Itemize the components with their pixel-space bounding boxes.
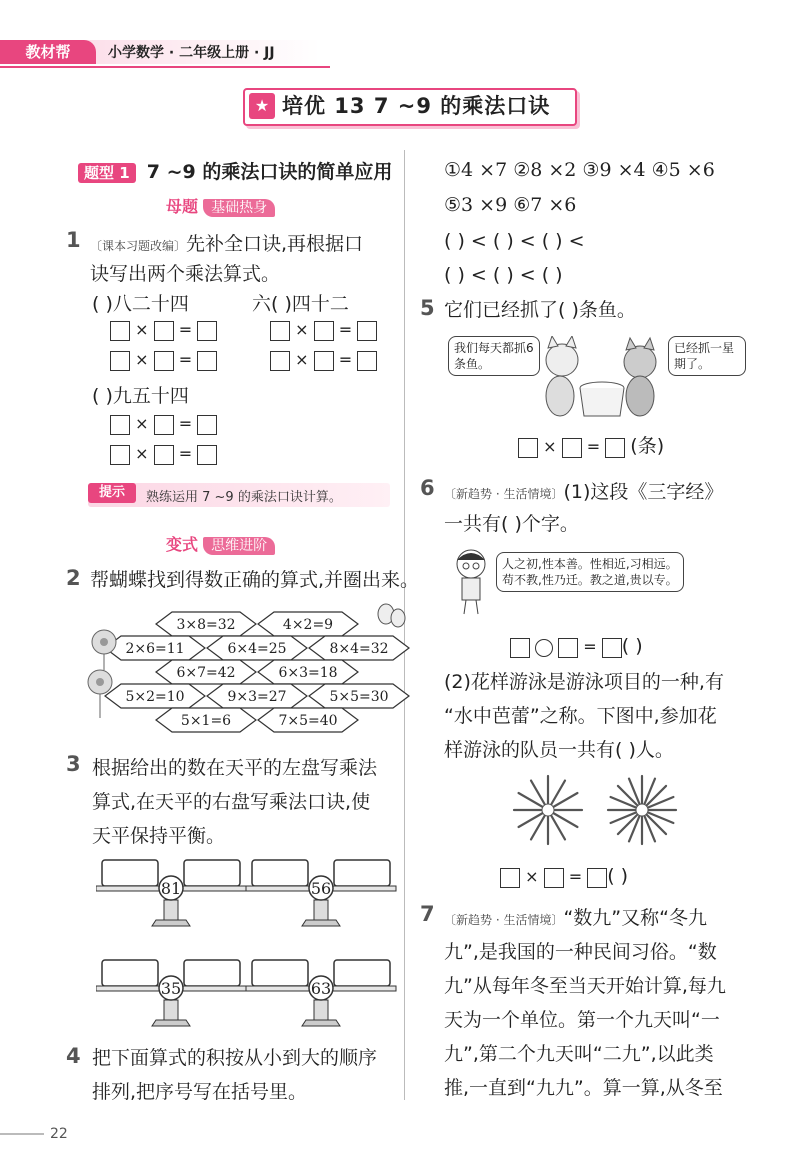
cats-illustration	[530, 336, 670, 420]
balance-scale	[96, 860, 246, 926]
q6-p2b: “水中芭蕾”之称。下图中,参加花	[444, 705, 717, 727]
answer-box[interactable]	[602, 638, 622, 658]
q7-number: 7	[420, 902, 435, 926]
mother-label: 母题	[166, 197, 199, 216]
q1-line1	[90, 232, 363, 257]
q4-row2: ⑤3 ×9 ⑥7 ×6	[444, 194, 577, 216]
q4-row4: ( ) < ( ) < ( )	[444, 264, 563, 286]
q1-eq4: × =	[270, 350, 377, 371]
q4-line1: 把下面算式的积按从小到大的顺序	[92, 1047, 378, 1069]
hex-expression: 7×5=40	[278, 713, 338, 729]
q7-line4: 天为一个单位。第一个九天叫“一	[444, 1009, 720, 1031]
page-rule	[0, 1133, 44, 1135]
mother-pill: 基础热身	[203, 199, 275, 217]
answer-box[interactable]	[154, 415, 174, 435]
hex-expression: 6×3=18	[278, 665, 338, 681]
section-header	[78, 160, 392, 184]
answer-box[interactable]	[562, 438, 582, 458]
answer-box[interactable]	[587, 868, 607, 888]
star-icon: ★	[249, 93, 275, 119]
brand-tab: 教材帮	[0, 40, 96, 64]
q6-line1	[444, 480, 723, 504]
answer-box[interactable]	[154, 445, 174, 465]
balance-scale	[246, 960, 396, 1026]
hex-expression: 8×4=32	[329, 641, 389, 657]
q6-p1a: (1)这段《三字经》	[563, 481, 724, 503]
right-pan[interactable]	[184, 860, 240, 886]
q6-p2a: (2)花样游泳是游泳项目的一种,有	[444, 671, 724, 693]
q1-eq6: × =	[110, 444, 217, 465]
scale-value: 81	[160, 879, 182, 898]
q1-eq2: × =	[110, 350, 217, 371]
answer-box[interactable]	[270, 321, 290, 341]
right-pan[interactable]	[334, 860, 390, 886]
answer-box[interactable]	[558, 638, 578, 658]
q4-number: 4	[66, 1044, 81, 1068]
scale-base	[152, 920, 190, 926]
q3-number: 3	[66, 752, 81, 776]
q6-equation2: × = ( )	[500, 864, 628, 888]
balance-scales	[96, 856, 406, 1032]
header-subtitle: 小学数学 · 二年级上册 · JJ	[108, 45, 275, 61]
q6-p2c: 样游泳的队员一共有( )人。	[444, 739, 674, 761]
scale-value: 56	[310, 879, 332, 898]
balance-scale	[246, 860, 396, 926]
section-title: 7 ~9 的乘法口诀的简单应用	[146, 161, 393, 183]
balance-scale	[96, 960, 246, 1026]
mother-header	[166, 194, 275, 217]
right-pan[interactable]	[184, 960, 240, 986]
q7-line5: 九”,第二个九天叫“二九”,以此类	[444, 1043, 714, 1065]
q1-text1: 先补全口诀,再根据口	[186, 233, 364, 255]
q1-c-label: ( )九五十四	[92, 385, 189, 407]
page-number: 22	[50, 1126, 68, 1142]
q7-line3: 九”从每年冬至当天开始计算,每九	[444, 975, 726, 997]
q6-p1b: 一共有( )个字。	[444, 513, 579, 535]
hex-expression: 6×4=25	[227, 641, 287, 657]
hex-expression: 5×1=6	[180, 713, 232, 729]
cat-icon	[546, 336, 578, 416]
swimmers-illustration	[500, 770, 680, 850]
answer-box[interactable]	[314, 321, 334, 341]
hex-expression: 5×2=10	[125, 689, 185, 705]
q5-text: 它们已经抓了( )条鱼。	[444, 299, 636, 321]
hex-expression: 3×8=32	[176, 617, 236, 633]
scale-post	[164, 1000, 178, 1020]
q1-eq1: × =	[110, 320, 217, 341]
variant-pill: 思维进阶	[203, 537, 275, 555]
answer-box[interactable]	[518, 438, 538, 458]
q7-line1	[444, 906, 707, 930]
flower-icon	[92, 630, 116, 670]
poem-line-2: 苟不教,性乃迁。教之道,贵以专。	[502, 573, 678, 587]
scale-base	[152, 1020, 190, 1026]
q5-equation: × = (条)	[518, 434, 664, 458]
variant-label: 变式	[166, 535, 199, 554]
q1-number: 1	[66, 228, 81, 252]
left-pan[interactable]	[252, 960, 308, 986]
answer-box[interactable]	[110, 321, 130, 341]
hex-expression: 4×2=9	[282, 617, 334, 633]
q6-source: 〔新趋势 · 生活情境〕	[444, 487, 564, 501]
left-pan[interactable]	[252, 860, 308, 886]
butterfly-icon	[378, 604, 405, 627]
answer-box[interactable]	[314, 351, 334, 371]
answer-box[interactable]	[510, 638, 530, 658]
scale-value: 35	[160, 979, 182, 998]
q1-a-label: ( )八二十四	[92, 293, 189, 315]
answer-box[interactable]	[154, 351, 174, 371]
poem-bubble	[496, 552, 684, 592]
answer-box[interactable]	[197, 321, 217, 341]
child-icon	[448, 546, 494, 616]
q2-text: 帮蝴蝶找到得数正确的算式,并圈出来。	[90, 569, 420, 591]
header-line	[0, 66, 330, 68]
answer-box[interactable]	[110, 351, 130, 371]
answer-box[interactable]	[357, 351, 377, 371]
scale-value: 63	[310, 979, 332, 998]
q7-line6: 推,一直到“九九”。算一算,从冬至	[444, 1077, 723, 1099]
tip-tag: 提示	[88, 483, 136, 503]
scale-base	[302, 920, 340, 926]
q2-number: 2	[66, 566, 81, 590]
q7-text1: “数九”又称“冬九	[563, 907, 707, 929]
q1-eq5: × =	[110, 414, 217, 435]
section-tag: 题型 1	[78, 163, 136, 183]
answer-box[interactable]	[110, 445, 130, 465]
unit-paren[interactable]: ( )	[621, 635, 643, 657]
q7-source: 〔新趋势 · 生活情境〕	[444, 913, 564, 927]
swimmer-formation-icon	[514, 776, 582, 844]
q7-line2: 九”,是我国的一种民间习俗。“数	[444, 941, 717, 963]
answer-box[interactable]	[154, 321, 174, 341]
hexagon-grid	[80, 600, 410, 740]
left-pan[interactable]	[102, 860, 158, 886]
speech-bubble-1: 我们每天都抓6条鱼。	[448, 336, 540, 376]
answer-box[interactable]	[197, 445, 217, 465]
q1-line2: 诀写出两个乘法算式。	[90, 263, 281, 285]
q1-b-label: 六( )四十二	[252, 293, 349, 315]
answer-box[interactable]	[197, 351, 217, 371]
tip-text: 熟练运用 7 ~9 的乘法口诀计算。	[146, 490, 342, 505]
q5-number: 5	[420, 296, 435, 320]
scale-post	[164, 900, 178, 920]
answer-box[interactable]	[500, 868, 520, 888]
answer-box[interactable]	[110, 415, 130, 435]
q3-line3: 天平保持平衡。	[92, 825, 226, 847]
answer-box[interactable]	[270, 351, 290, 371]
scale-base	[302, 1020, 340, 1026]
right-pan[interactable]	[334, 960, 390, 986]
q3-line2: 算式,在天平的右盘写乘法口诀,使	[92, 791, 371, 813]
page-title: 培优 13 7 ~9 的乘法口诀	[282, 94, 551, 118]
speech-bubble-2: 已经抓一星期了。	[668, 336, 746, 376]
swimmer-formation-icon	[608, 776, 676, 844]
poem-line-1: 人之初,性本善。性相近,习相远。	[502, 557, 678, 571]
variant-header	[166, 532, 275, 555]
operator-circle[interactable]	[535, 639, 553, 657]
bucket-icon	[580, 382, 624, 416]
q3-line1: 根据给出的数在天平的左盘写乘法	[92, 757, 378, 779]
q1-eq3: × =	[270, 320, 377, 341]
q4-row1: ①4 ×7 ②8 ×2 ③9 ×4 ④5 ×6	[444, 159, 715, 181]
answer-box[interactable]	[544, 868, 564, 888]
q6-number: 6	[420, 476, 435, 500]
answer-box[interactable]	[357, 321, 377, 341]
answer-box[interactable]	[605, 438, 625, 458]
answer-box[interactable]	[197, 415, 217, 435]
hex-expression: 6×7=42	[176, 665, 236, 681]
hex-expression: 5×5=30	[329, 689, 389, 705]
q4-row3: ( ) < ( ) < ( ) <	[444, 230, 585, 252]
q1-source: 〔课本习题改编〕	[90, 239, 187, 253]
cat-icon	[624, 338, 656, 416]
unit-paren[interactable]: ( )	[607, 865, 629, 887]
left-pan[interactable]	[102, 960, 158, 986]
scale-post	[314, 900, 328, 920]
scale-post	[314, 1000, 328, 1020]
q5-unit: (条)	[630, 435, 665, 457]
hex-expression: 2×6=11	[125, 641, 185, 657]
q4-line2: 排列,把序号写在括号里。	[92, 1081, 308, 1103]
q6-equation1: = ( )	[510, 634, 643, 658]
hex-expression: 9×3=27	[227, 689, 287, 705]
